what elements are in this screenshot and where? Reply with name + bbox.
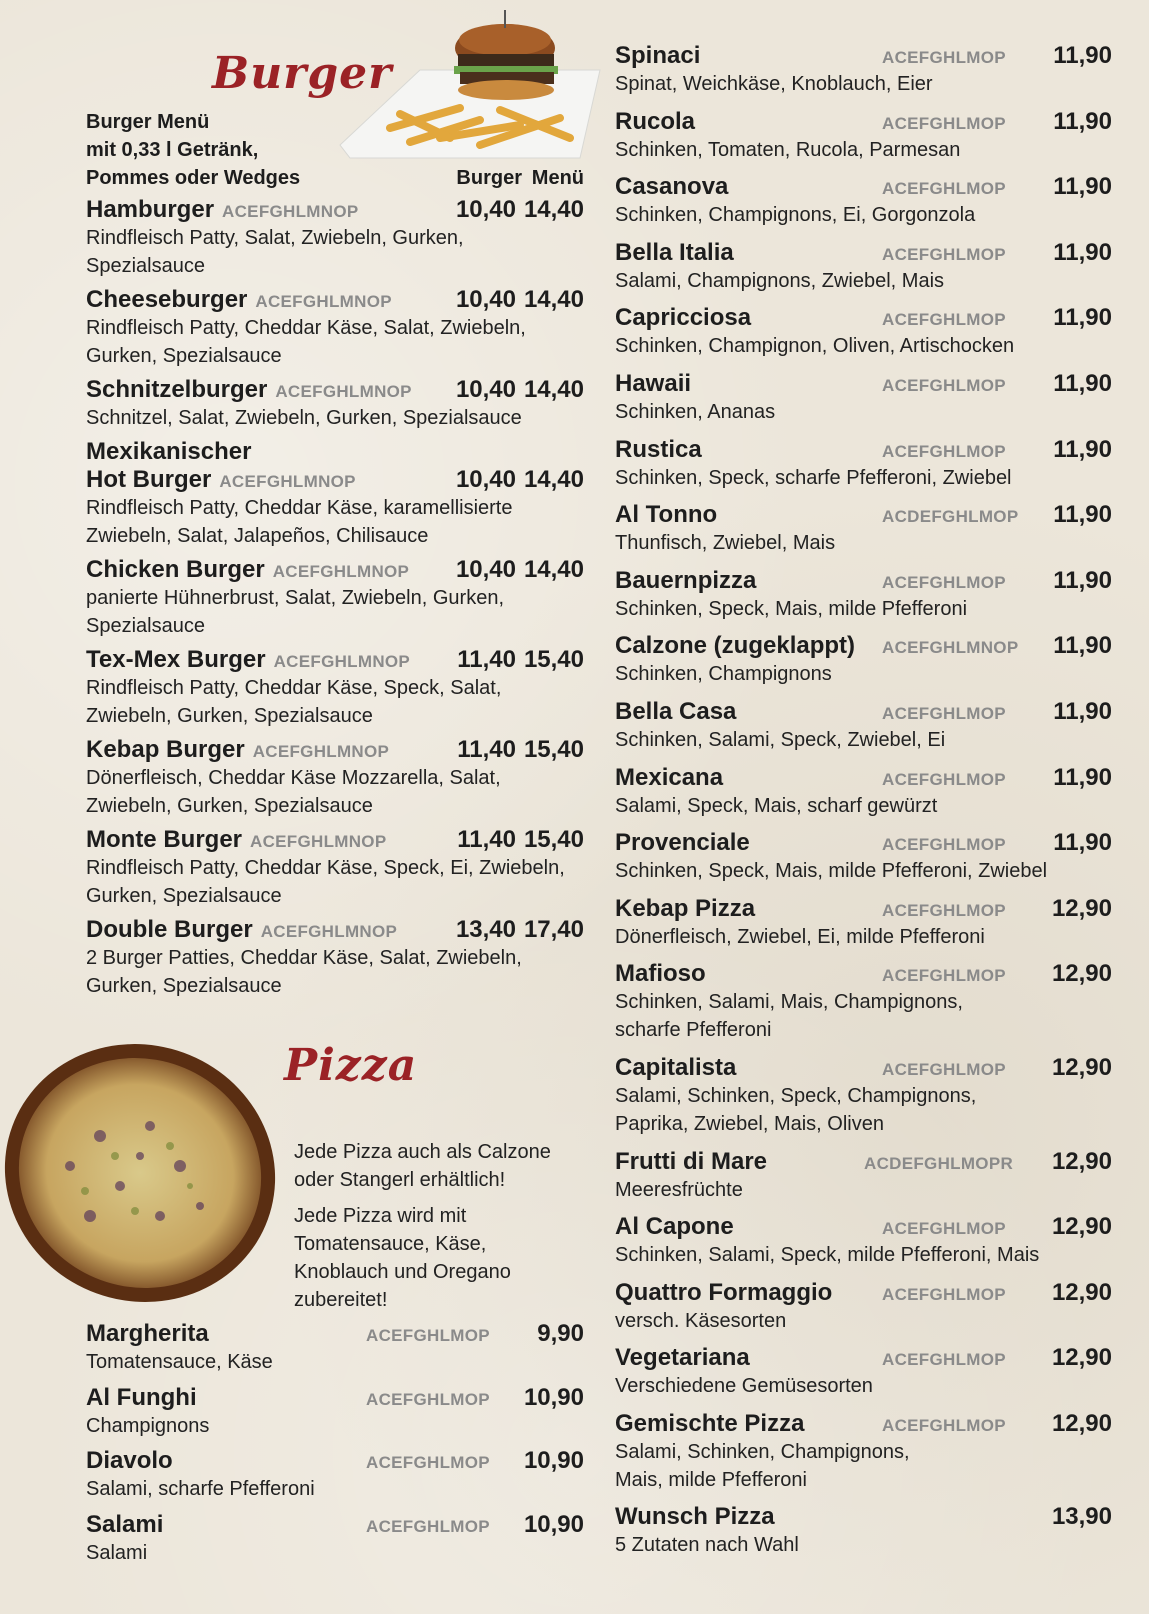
pizza-item-kebap-pizza <box>615 895 1112 961</box>
allergen-codes: ACEFGHLMOP <box>882 179 1006 199</box>
item-name: Bauernpizza <box>615 566 757 594</box>
item-name: Bella Italia <box>615 238 734 266</box>
item-name: Gemischte Pizza <box>615 1409 805 1437</box>
item-description: Champignons <box>86 1414 210 1437</box>
allergen-codes: ACEFGHLMOP <box>882 375 1006 395</box>
item-description: Salami, Schinken, Champignons, Mais, milde Pfefferoni <box>615 1440 910 1491</box>
burger-item-hot-burger <box>86 438 584 550</box>
price-menu: 15,40 <box>523 736 584 763</box>
allergen-codes: ACEFGHLMOP <box>882 835 1006 855</box>
allergen-codes: ACEFGHLMOP <box>882 1219 1006 1239</box>
item-name: Mafioso <box>615 960 706 988</box>
item-name: Kebap Pizza <box>615 894 756 922</box>
allergen-codes: ACEFGHLMOP <box>882 1284 1006 1304</box>
allergen-codes: ACEFGHLMNOP <box>882 638 1019 658</box>
price-menu: 14,40 <box>523 376 584 403</box>
item-price: 11,90 <box>1053 238 1112 266</box>
allergen-codes: ACEFGHLMOP <box>882 572 1006 592</box>
item-name: Schnitzelburger <box>86 376 268 403</box>
price-menu: 17,40 <box>523 916 584 943</box>
pizza-item-quattro-formaggio <box>615 1279 1112 1345</box>
allergen-codes: ACEFGHLMOP <box>882 900 1006 920</box>
item-description: Schinken, Salami, Speck, Zwiebel, Ei <box>615 728 946 751</box>
burger-item-schnitzelburger <box>86 376 584 432</box>
item-price: 12,90 <box>1051 1344 1112 1372</box>
item-description: Thunfisch, Zwiebel, Mais <box>615 532 836 555</box>
pizza-photo <box>0 1036 280 1306</box>
burger-menu-intro-line1: Burger Menü <box>86 111 210 133</box>
item-price: 10,90 <box>523 1383 584 1411</box>
allergen-codes: ACEFGHLMOP <box>882 1059 1006 1079</box>
burger-item-tex-mex-burger <box>86 646 584 730</box>
item-description: Schinken, Speck, scharfe Pfefferoni, Zwiebel <box>615 466 1012 489</box>
allergen-codes: ACEFGHLMOP <box>882 48 1006 67</box>
column-header-menu: Menü <box>531 167 584 189</box>
allergen-codes: ACEFGHLMNOP <box>260 922 398 941</box>
item-name: Quattro Formaggio <box>615 1278 833 1306</box>
item-price: 12,90 <box>1051 960 1112 988</box>
price-menu: 14,40 <box>523 286 584 313</box>
pizza-item-casanova <box>615 173 1112 239</box>
item-name: Rustica <box>615 435 702 463</box>
allergen-codes: ACEFGHLMOP <box>882 966 1006 986</box>
item-name: Provenciale <box>615 829 750 857</box>
item-description: Schinken, Salami, Mais, Champignons, scharfe Pfefferoni <box>615 991 963 1042</box>
allergen-codes: ACEFGHLMOP <box>882 113 1006 133</box>
item-price: 13,90 <box>1051 1503 1112 1531</box>
item-price: 10,90 <box>523 1510 584 1538</box>
item-name: Al Capone <box>615 1213 734 1241</box>
allergen-codes: ACEFGHLMNOP <box>272 562 410 581</box>
item-name: Margherita <box>86 1320 209 1347</box>
allergen-codes: ACEFGHLMOP <box>882 244 1006 264</box>
item-description: Dönerfleisch, Zwiebel, Ei, milde Pfefferoni <box>615 925 985 948</box>
price-menu: 15,40 <box>523 826 584 853</box>
item-description: 2 Burger Patties, Cheddar Käse, Salat, Zwiebeln, Gurken, Spezialsauce <box>86 947 522 997</box>
price-burger: 11,40 <box>457 736 516 763</box>
item-name: Hamburger <box>86 196 215 223</box>
item-price: 11,90 <box>1053 501 1112 529</box>
price-burger: 10,40 <box>455 466 516 493</box>
allergen-codes: ACDEFGHLMOP <box>882 507 1019 527</box>
item-name-line1: Mexikanischer <box>86 438 252 465</box>
item-description: Dönerfleisch, Cheddar Käse Mozzarella, Salat, Zwiebeln, Gurken, Spezialsauce <box>86 767 501 817</box>
pizza-item-margherita <box>86 1320 584 1384</box>
price-burger: 11,40 <box>457 646 516 673</box>
burger-item-cheeseburger <box>86 286 584 370</box>
item-price: 9,90 <box>537 1320 584 1347</box>
item-name: Capitalista <box>615 1053 737 1081</box>
price-menu: 14,40 <box>523 196 584 223</box>
pizza-item-frutti-di-mare <box>615 1148 1112 1214</box>
item-description: Rindfleisch Patty, Cheddar Käse, Speck, Salat, Zwiebeln, Gurken, Spezialsauce <box>86 677 502 727</box>
item-description: Salami, scharfe Pfefferoni <box>86 1478 315 1500</box>
item-description: Meeresfrüchte <box>615 1178 743 1201</box>
item-name: Vegetariana <box>615 1344 750 1372</box>
item-name: Wunsch Pizza <box>615 1503 775 1531</box>
pizza-item-bauernpizza <box>615 567 1112 633</box>
item-description: Schinken, Speck, Mais, milde Pfefferoni, Zwiebel <box>615 860 1048 883</box>
pizza-item-bella-casa <box>615 698 1112 764</box>
item-name: Double Burger <box>86 916 253 943</box>
item-name: Kebap Burger <box>86 736 245 763</box>
item-price: 12,90 <box>1051 1053 1112 1081</box>
item-name: Al Funghi <box>86 1383 197 1411</box>
item-name: Diavolo <box>86 1447 173 1474</box>
item-description: Schinken, Champignons <box>615 663 832 686</box>
burger-item-monte-burger <box>86 826 584 910</box>
item-description: Schinken, Salami, Speck, milde Pfefferoni, Mais <box>615 1244 1040 1267</box>
pizza-item-al-capone <box>615 1213 1112 1279</box>
item-price: 11,90 <box>1053 632 1112 660</box>
pizza-item-rucola <box>615 108 1112 174</box>
item-name: Monte Burger <box>86 826 242 853</box>
allergen-codes: ACEFGHLMOP <box>882 310 1006 330</box>
pizza-item-capricciosa <box>615 304 1112 370</box>
item-description: panierte Hühnerbrust, Salat, Zwiebeln, Gurken, Spezialsauce <box>86 587 504 637</box>
item-price: 11,90 <box>1053 763 1112 791</box>
pizza-item-provenciale <box>615 829 1112 895</box>
pizza-item-rustica <box>615 436 1112 502</box>
item-price: 11,90 <box>1053 42 1112 69</box>
item-name: Hawaii <box>615 369 692 397</box>
item-description: Schnitzel, Salat, Zwiebeln, Gurken, Spezialsauce <box>86 407 522 429</box>
allergen-codes: ACEFGHLMNOP <box>219 472 356 491</box>
item-price: 11,90 <box>1053 829 1112 857</box>
item-price: 12,90 <box>1051 894 1112 922</box>
allergen-codes: ACEFGHLMOP <box>366 1516 490 1536</box>
burger-menu-intro-line3: Pommes oder Wedges <box>86 167 301 189</box>
allergen-codes: ACEFGHLMNOP <box>255 292 392 311</box>
item-name: Frutti di Mare <box>615 1147 768 1175</box>
item-description: Schinken, Speck, Mais, milde Pfefferoni <box>615 597 968 620</box>
pizza-item-hawaii <box>615 370 1112 436</box>
item-name: Spinaci <box>615 42 701 69</box>
item-name: Chicken Burger <box>86 556 265 583</box>
item-description: Salami <box>86 1541 148 1564</box>
pizza-item-salami <box>86 1511 584 1575</box>
pizza-item-capitalista <box>615 1054 1112 1148</box>
item-name: Cheeseburger <box>86 286 248 313</box>
pizza-item-gemischte-pizza <box>615 1410 1112 1504</box>
price-burger: 10,40 <box>455 196 516 223</box>
price-burger: 10,40 <box>455 556 516 583</box>
price-menu: 14,40 <box>523 556 584 583</box>
burger-menu-intro-line2: mit 0,33 l Getränk, <box>86 139 259 161</box>
item-description: Rindfleisch Patty, Cheddar Käse, karamellisierte Zwiebeln, Salat, Jalapeños, Chilisauce <box>86 497 513 547</box>
item-description: Schinken, Champignons, Ei, Gorgonzola <box>615 204 976 227</box>
allergen-codes: ACEFGHLMOP <box>882 703 1006 723</box>
item-price: 12,90 <box>1051 1278 1112 1306</box>
allergen-codes: ACEFGHLMNOP <box>250 832 387 851</box>
pizza-item-spinaci <box>615 42 1112 108</box>
item-description: 5 Zutaten nach Wahl <box>615 1534 799 1557</box>
pizza-item-vegetariana <box>615 1344 1112 1410</box>
item-name: Tex-Mex Burger <box>86 646 266 673</box>
price-menu: 14,40 <box>523 466 584 493</box>
item-description: Salami, Schinken, Speck, Champignons, Paprika, Zwiebel, Mais, Oliven <box>615 1084 977 1135</box>
pizza-item-calzone <box>615 632 1112 698</box>
burger-item-double-burger <box>86 916 584 1000</box>
item-price: 11,90 <box>1053 304 1112 332</box>
price-menu: 15,40 <box>523 646 584 673</box>
item-name: Mexicana <box>615 763 724 791</box>
item-name: Hot Burger <box>86 466 212 493</box>
item-description: Salami, Speck, Mais, scharf gewürzt <box>615 794 938 817</box>
item-description: Tomatensauce, Käse <box>86 1351 273 1373</box>
item-price: 10,90 <box>523 1447 584 1474</box>
item-price: 11,90 <box>1053 566 1112 594</box>
item-description: Salami, Champignons, Zwiebel, Mais <box>615 269 945 292</box>
allergen-codes: ACEFGHLMOP <box>366 1326 490 1345</box>
allergen-codes: ACEFGHLMOP <box>366 1453 490 1472</box>
pizza-list-left <box>86 1320 584 1574</box>
item-price: 11,90 <box>1053 369 1112 397</box>
pizza-item-mexicana <box>615 764 1112 830</box>
item-name: Rucola <box>615 107 696 135</box>
allergen-codes: ACEFGHLMNOP <box>275 382 412 401</box>
allergen-codes: ACEFGHLMNOP <box>252 742 390 761</box>
item-description: Verschiedene Gemüsesorten <box>615 1375 873 1398</box>
allergen-codes: ACEFGHLMOP <box>366 1389 490 1409</box>
pizza-item-mafioso <box>615 960 1112 1054</box>
burger-list <box>86 196 584 1006</box>
price-burger: 10,40 <box>455 286 516 313</box>
price-burger: 10,40 <box>455 376 516 403</box>
item-name: Bella Casa <box>615 697 737 725</box>
item-description: Rindfleisch Patty, Salat, Zwiebeln, Gurken, Spezialsauce <box>86 227 464 277</box>
pizza-item-diavolo <box>86 1447 584 1511</box>
allergen-codes: ACDEFGHLMOPR <box>864 1153 1014 1173</box>
item-name: Capricciosa <box>615 304 752 332</box>
item-description: Schinken, Ananas <box>615 400 776 423</box>
price-burger: 13,40 <box>455 916 516 943</box>
item-price: 11,90 <box>1053 435 1112 463</box>
pizza-item-bella-italia <box>615 239 1112 305</box>
item-description: Schinken, Tomaten, Rucola, Parmesan <box>615 138 961 161</box>
item-price: 11,90 <box>1053 697 1112 725</box>
pizza-note-calzone: Jede Pizza auch als Calzone oder Stangerl erhältlich! <box>294 1141 551 1191</box>
burger-item-kebap-burger <box>86 736 584 820</box>
pizza-section-title: Pizza <box>284 1040 418 1091</box>
item-name: Al Tonno <box>615 501 718 529</box>
pizza-note-ingredients: Jede Pizza wird mit Tomatensauce, Käse, Knoblauch und Oregano zubereitet! <box>294 1205 511 1311</box>
item-name: Salami <box>86 1510 164 1538</box>
item-description: Rindfleisch Patty, Cheddar Käse, Salat, Zwiebeln, Gurken, Spezialsauce <box>86 317 526 367</box>
item-description: Spinat, Weichkäse, Knoblauch, Eier <box>615 73 933 95</box>
allergen-codes: ACEFGHLMNOP <box>273 652 411 671</box>
item-price: 12,90 <box>1051 1213 1112 1241</box>
item-name: Calzone (zugeklappt) <box>615 632 856 660</box>
item-price: 11,90 <box>1053 173 1112 201</box>
allergen-codes: ACEFGHLMOP <box>882 1350 1006 1370</box>
item-description: Schinken, Champignon, Oliven, Artischocken <box>615 335 1015 358</box>
pizza-item-al-funghi <box>86 1384 584 1448</box>
pizza-item-al-tonno <box>615 501 1112 567</box>
burger-section-title: Burger <box>212 48 393 99</box>
column-header-burger: Burger <box>456 167 522 189</box>
burger-item-chicken-burger <box>86 556 584 640</box>
allergen-codes: ACEFGHLMOP <box>882 769 1006 789</box>
item-price: 11,90 <box>1053 107 1112 135</box>
item-name: Casanova <box>615 173 729 201</box>
allergen-codes: ACEFGHLMNOP <box>222 202 359 221</box>
pizza-list-right <box>615 42 1112 1569</box>
item-description: versch. Käsesorten <box>615 1309 787 1332</box>
pizza-item-wunsch-pizza <box>615 1503 1112 1569</box>
burger-item-hamburger <box>86 196 584 280</box>
item-price: 12,90 <box>1051 1409 1112 1437</box>
allergen-codes: ACEFGHLMOP <box>882 441 1006 461</box>
item-description: Rindfleisch Patty, Cheddar Käse, Speck, Ei, Zwiebeln, Gurken, Spezialsauce <box>86 857 565 907</box>
allergen-codes: ACEFGHLMOP <box>882 1415 1006 1435</box>
price-burger: 11,40 <box>457 826 516 853</box>
item-price: 12,90 <box>1051 1147 1112 1175</box>
